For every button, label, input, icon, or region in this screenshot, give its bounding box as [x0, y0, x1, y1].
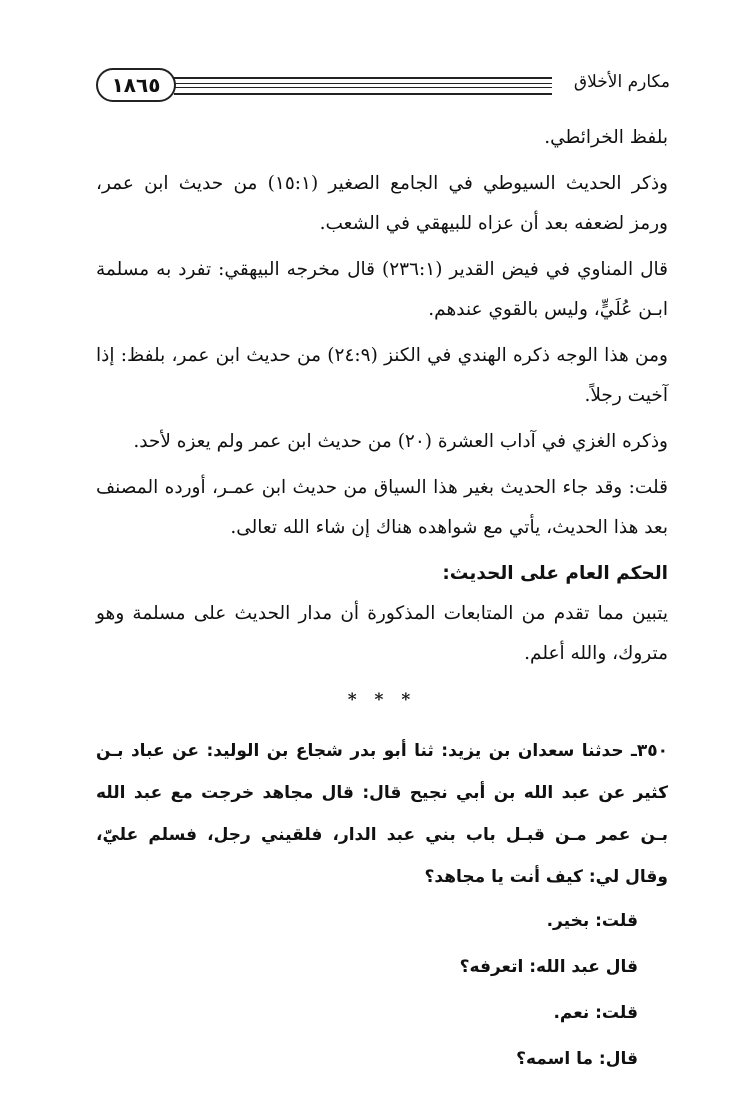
ruling-text: يتبين مما تقدم من المتابعات المذكورة أن مدار الحديث على مسلمة وهو متروك، والله أعلم.	[96, 603, 668, 664]
page-header	[96, 68, 670, 106]
ruling-heading: الحكم العام على الحديث:	[442, 563, 668, 584]
paragraph-5: وذكره الغزي في آداب العشرة (٢٠) من حديث ابن عمر ولم يعزه لأحد.	[133, 431, 668, 452]
paragraph-2: وذكر الحديث السيوطي في الجامع الصغير (١٥:١) من حديث ابن عمر، ورمز لضعفه بعد أن عزاه للبيهقي في الشعب.	[96, 173, 668, 234]
page-body	[96, 118, 668, 1082]
running-title: مكارم الأخلاق	[573, 72, 670, 92]
hadith-opening: ٣٥٠ـ حدثنا سعدان بن يزيد: ثنا أبو بدر شجاع بن الوليد: عن عباد بـن كثير عن عبد الله بن أبي نجيح قال: قال مجاهد خرجت مع عبد الله بـن عمر مـن قبـل باب بني عبد الدار، فلقيني رجل، فسلم عليّ، وقال لي: كيف أنت يا مجاهد؟	[96, 741, 668, 887]
hadith-block	[96, 730, 668, 1082]
paragraph-1: بلفظ الخرائطي.	[544, 127, 668, 148]
dialog-line-3: قلت: نعم.	[553, 1003, 638, 1023]
paragraph-6: قلت: وقد جاء الحديث بغير هذا السياق من حديث ابن عمـر، أورده المصنف بعد هذا الحديث، يأتي مع شواهده هناك إن شاء الله تعالى.	[96, 477, 668, 538]
page-number: ١٨٦٥	[96, 68, 176, 102]
paragraph-3: قال المناوي في فيض القدير (٢٣٦:١) قال مخرجه البيهقي: تفرد به مسلمة ابـن عُلَيٍّ، وليس بالقوي عندهم.	[96, 259, 669, 320]
dialog-line-2: قال عبد الله: اتعرفه؟	[459, 957, 638, 977]
header-rule	[174, 77, 552, 95]
paragraph-4: ومن هذا الوجه ذكره الهندي في الكنز (٢٤:٩) من حديث ابن عمر، بلفظ: إذا آخيت رجلاً.	[96, 345, 668, 406]
dialog-line-1: قلت: بخير.	[546, 911, 638, 931]
dialog-line-4: قال: ما اسمه؟	[516, 1049, 638, 1069]
section-separator: * * *	[347, 690, 417, 710]
